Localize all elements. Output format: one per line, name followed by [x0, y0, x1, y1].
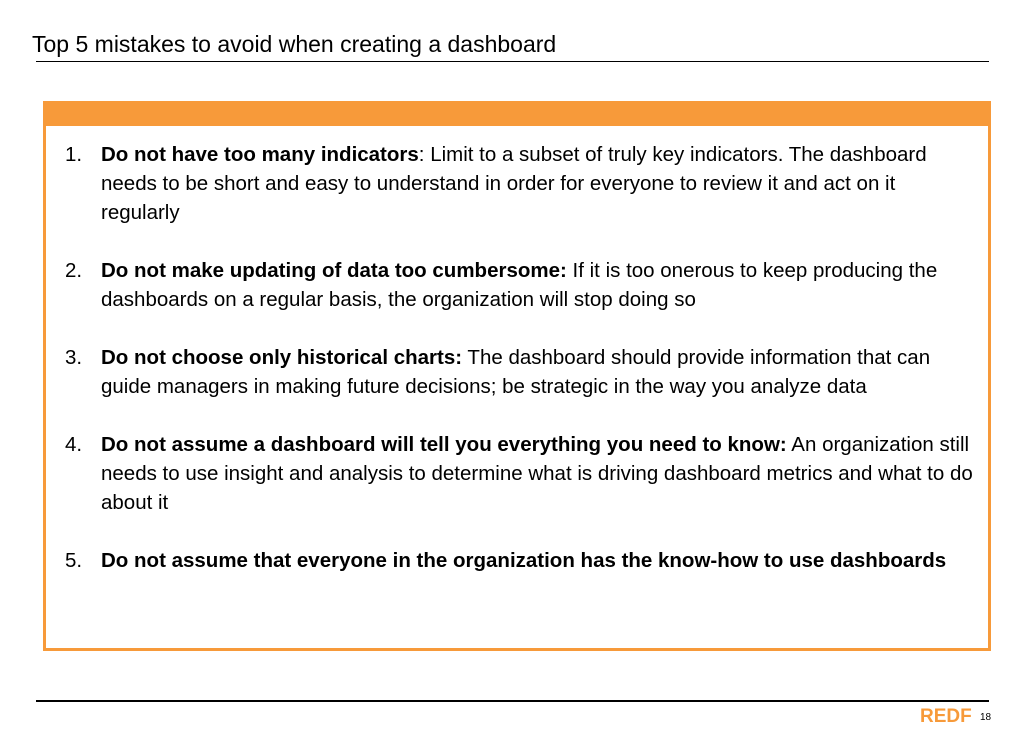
list-item [59, 430, 974, 517]
mistakes-panel [43, 101, 991, 651]
item-text: : Limit to a subset of truly key indicators. The dashboard needs to be short and easy to understand in order for everyone to review it and act on it regularly [101, 143, 927, 224]
panel-header-bar [46, 104, 988, 126]
item-text: The dashboard should provide information that can guide managers in making future decisions; be strategic in the way you analyze data [101, 346, 931, 398]
item-number: 3. [65, 346, 83, 369]
list-item [59, 256, 974, 314]
title-divider [36, 61, 989, 62]
item-number: 1. [65, 143, 83, 166]
list-item [59, 140, 974, 227]
page-title: Top 5 mistakes to avoid when creating a dashboard [32, 31, 557, 57]
item-text: If it is too onerous to keep producing the dashboards on a regular basis, the organization will stop doing so [101, 259, 938, 311]
item-text: An organization still needs to use insight and analysis to determine what is driving dashboard metrics and what to do about it [101, 433, 973, 514]
item-number: 5. [65, 549, 83, 572]
item-number: 2. [65, 259, 83, 282]
page-number: 18 [980, 712, 992, 723]
list-item [59, 343, 974, 401]
footer-divider [36, 700, 989, 702]
item-number: 4. [65, 433, 83, 456]
item-title: Do not have too many indicators [101, 143, 419, 166]
item-title: Do not assume a dashboard will tell you everything you need to know: [101, 433, 787, 456]
list-item [59, 546, 974, 575]
item-title: Do not assume that everyone in the organization has the know-how to use dashboards [101, 549, 947, 572]
redf-logo: REDF [920, 706, 972, 727]
mistakes-list [59, 140, 974, 604]
item-title: Do not choose only historical charts: [101, 346, 463, 369]
item-title: Do not make updating of data too cumbersome: [101, 259, 567, 282]
